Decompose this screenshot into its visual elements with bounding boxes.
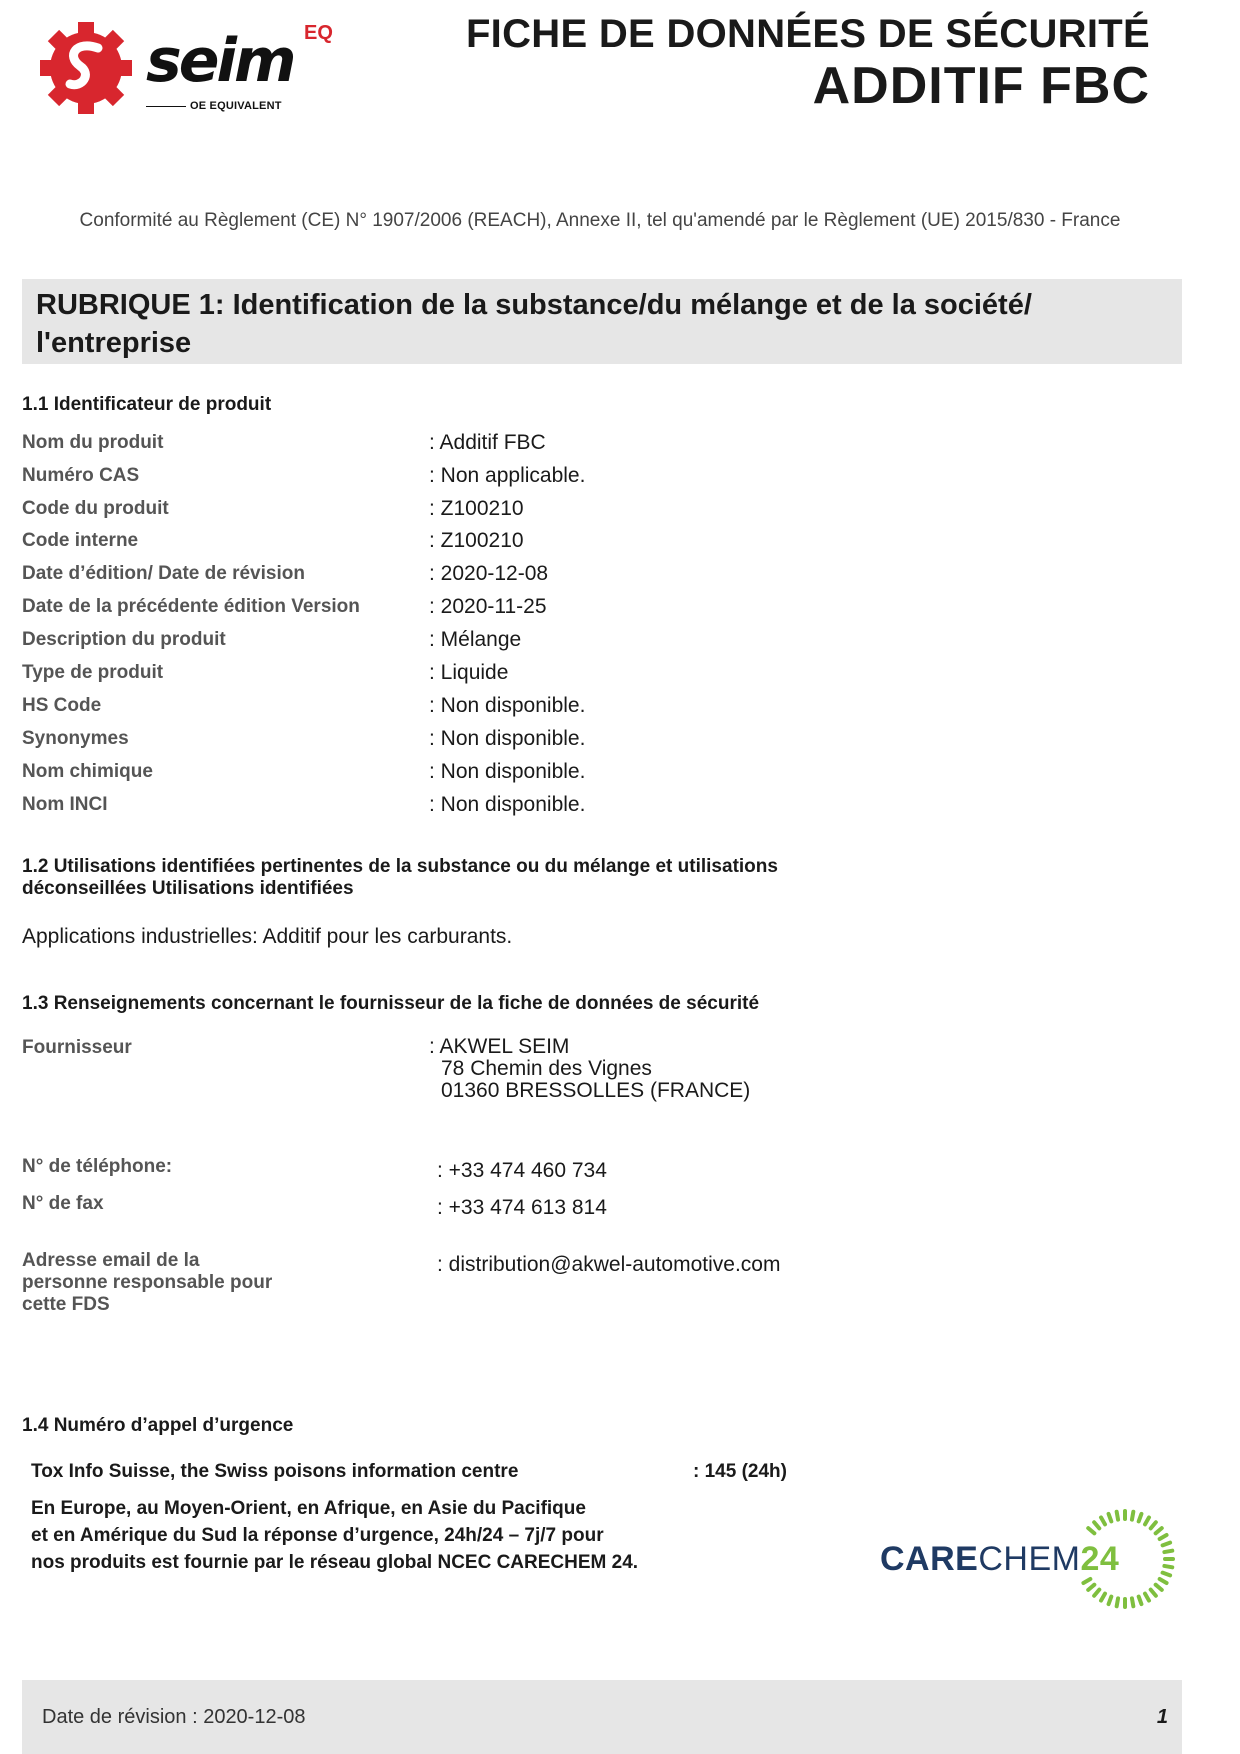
email-label-line-3: cette FDS: [22, 1294, 110, 1315]
supplier-label: Fournisseur: [22, 1037, 132, 1058]
row-label: Nom du produit: [22, 432, 164, 453]
subsection-1-2-heading-line-2: déconseillées Utilisations identifiées: [22, 878, 354, 899]
section-1-title-line-2: l'entreprise: [36, 327, 192, 359]
row-value: : Non disponible.: [429, 694, 586, 717]
row-label: Date d’édition/ Date de révision: [22, 563, 305, 584]
row-label: Type de produit: [22, 662, 164, 683]
tox-info-number: : 145 (24h): [693, 1461, 787, 1482]
row-value: : Additif FBC: [429, 431, 546, 454]
page-footer: [22, 1680, 1182, 1754]
row-value: : Liquide: [429, 661, 509, 684]
row-label: Description du produit: [22, 629, 226, 650]
row-label: Synonymes: [22, 728, 129, 749]
footer-revision-date: Date de révision : 2020-12-08: [42, 1706, 306, 1728]
logo-tagline: OE EQUIVALENT: [146, 100, 282, 112]
phone-value: : +33 474 460 734: [437, 1159, 607, 1182]
product-title: ADDITIF FBC: [812, 57, 1150, 115]
subsection-1-2-heading: [22, 856, 778, 900]
supplier-address: [429, 1036, 750, 1102]
carechem24-wordmark: CARECHEM24: [880, 1540, 1120, 1578]
subsection-1-4-heading: 1.4 Numéro d’appel d’urgence: [22, 1415, 294, 1436]
row-label: Nom INCI: [22, 794, 108, 815]
phone-label: N° de téléphone:: [22, 1156, 173, 1177]
emergency-response-text: [31, 1495, 638, 1576]
fax-label: N° de fax: [22, 1193, 104, 1214]
carechem24-logo: [880, 1512, 1180, 1612]
row-value: : Non disponible.: [429, 793, 586, 816]
regulation-compliance: Conformité au Règlement (CE) N° 1907/2006 (REACH), Annexe II, tel qu'amendé par le Règlement (UE) 2015/830 - France: [79, 210, 1121, 231]
row-value: : 2020-11-25: [429, 595, 547, 618]
row-label: Nom chimique: [22, 761, 153, 782]
logo-superscript: EQ: [304, 22, 333, 44]
emergency-line-3: nos produits est fournie par le réseau global NCEC CARECHEM 24.: [31, 1552, 639, 1573]
row-value: : 2020-12-08: [429, 562, 549, 585]
email-label-line-1: Adresse email de la: [22, 1250, 200, 1271]
document-title: [466, 10, 1150, 114]
row-label: Date de la précédente édition Version: [22, 596, 360, 617]
row-value: : Non disponible.: [429, 727, 586, 750]
row-value: : Non disponible.: [429, 760, 586, 783]
gear-logo-icon: [36, 18, 136, 118]
row-value: : Z100210: [429, 497, 524, 520]
supplier-name: : AKWEL SEIM: [429, 1035, 570, 1058]
page-number: 1: [1156, 1706, 1168, 1728]
email-link[interactable]: : distribution@akwel-automotive.com: [437, 1253, 781, 1276]
emergency-line-2: et en Amérique du Sud la réponse d’urgence, 24h/24 – 7j/7 pour: [31, 1525, 604, 1546]
supplier-city: 01360 BRESSOLLES (FRANCE): [441, 1079, 751, 1102]
logo-wordmark: seim: [146, 26, 294, 96]
section-1-header: [22, 279, 1182, 364]
tox-info-label: Tox Info Suisse, the Swiss poisons information centre: [31, 1461, 519, 1482]
title-line-1: FICHE DE DONNÉES DE SÉCURITÉ: [465, 12, 1150, 56]
row-label: HS Code: [22, 695, 102, 716]
fax-value: : +33 474 613 814: [437, 1196, 607, 1219]
subsection-1-1-heading: 1.1 Identificateur de produit: [22, 394, 272, 415]
supplier-street: 78 Chemin des Vignes: [441, 1057, 652, 1080]
row-label: Code du produit: [22, 498, 169, 519]
seim-logo: [36, 18, 356, 118]
section-1-title-line-1: RUBRIQUE 1: Identification de la substance/du mélange et de la société/: [36, 289, 1032, 321]
row-value: : Non applicable.: [429, 464, 586, 487]
identified-uses: Applications industrielles: Additif pour les carburants.: [22, 925, 513, 948]
emergency-line-1: En Europe, au Moyen-Orient, en Afrique, en Asie du Pacifique: [31, 1498, 586, 1519]
row-value: : Mélange: [429, 628, 522, 651]
row-label: Numéro CAS: [22, 465, 140, 486]
row-label: Code interne: [22, 530, 139, 551]
subsection-1-2-heading-line-1: 1.2 Utilisations identifiées pertinentes de la substance ou du mélange et utilisations: [22, 856, 778, 877]
subsection-1-3-heading: 1.3 Renseignements concernant le fournisseur de la fiche de données de sécurité: [22, 993, 760, 1014]
row-value: : Z100210: [429, 529, 524, 552]
email-label-line-2: personne responsable pour: [22, 1272, 273, 1293]
email-label: [22, 1250, 272, 1316]
